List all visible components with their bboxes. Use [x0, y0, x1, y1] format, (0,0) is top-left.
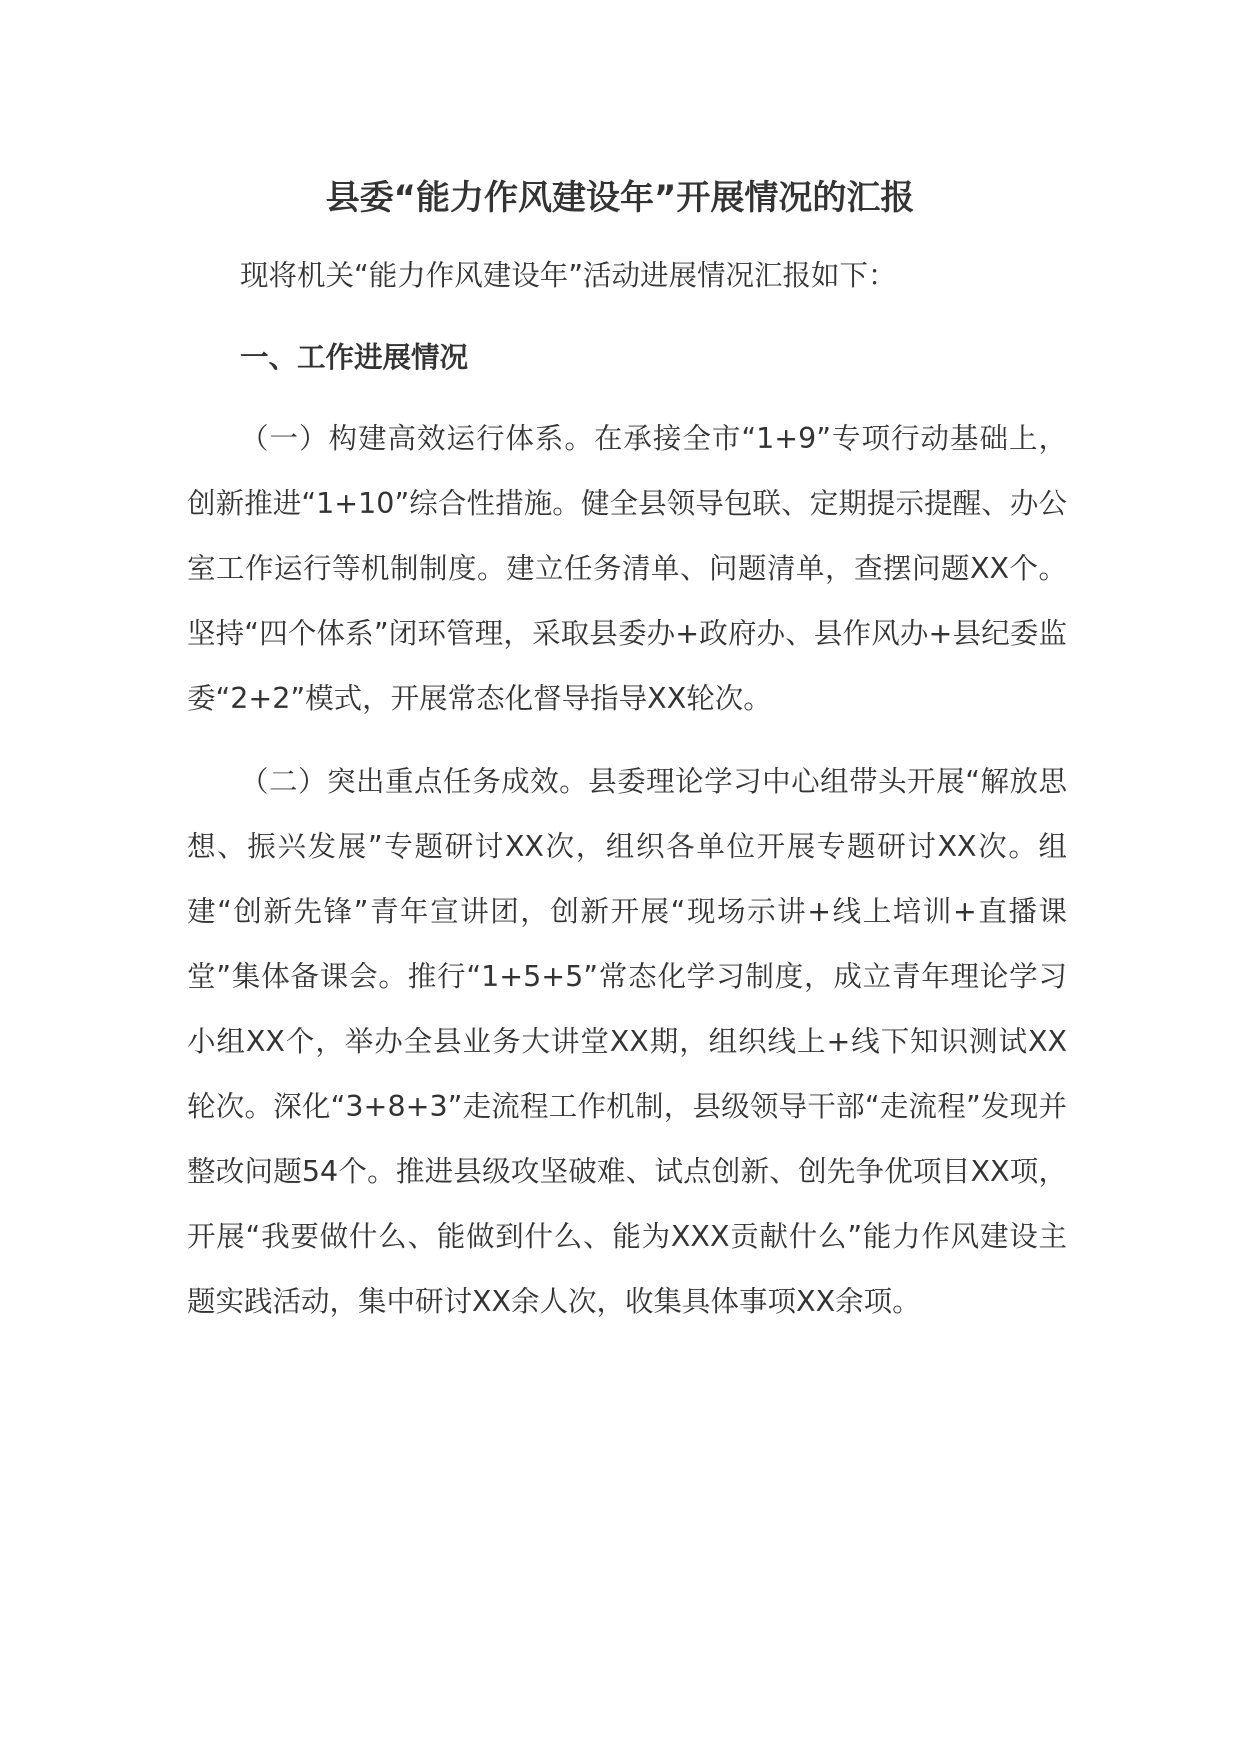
intro-paragraph: 现将机关“能力作风建设年”活动进展情况汇报如下： [240, 259, 897, 292]
body-paragraph-1: （一）构建高效运行体系。在承接全市“1+9”专项行动基础上，创新推进“1+10”综合性措施。健全县领导包联、定期提示提醒、办公室工作运行等机制制度。建立任务清单、问题清单，查摆问题XX个。坚持“四个体系”闭环管理，采取县委办+政府办、县作风办+县纪委监委“2+2”模式，开展常态化督导指导XX轮次。 [187, 422, 1067, 715]
document-title: 县委“能力作风建设年”开展情况的汇报 [325, 178, 915, 218]
section-heading: 一、工作进展情况 [240, 341, 469, 374]
body-paragraph-2: （二）突出重点任务成效。县委理论学习中心组带头开展“解放思想、振兴发展”专题研讨XX次，组织各单位开展专题研讨XX次。组建“创新先锋”青年宣讲团，创新开展“现场示讲+线上培训+直播课堂”集体备课会。推行“1+5+5”常态化学习制度，成立青年理论学习小组XX个，举办全县业务大讲堂XX期，组织线上+线下知识测试XX轮次。深化“3+8+3”走流程工作机制，县级领导干部“走流程”发现并整改问题54个。推进县级攻坚破难、试点创新、创先争优项目XX项，开展“我要做什么、能做到什么、能为XXX贡献什么”能力作风建设主题实践活动，集中研讨XX余人次，收集具体事项XX余项。 [187, 765, 1067, 1318]
